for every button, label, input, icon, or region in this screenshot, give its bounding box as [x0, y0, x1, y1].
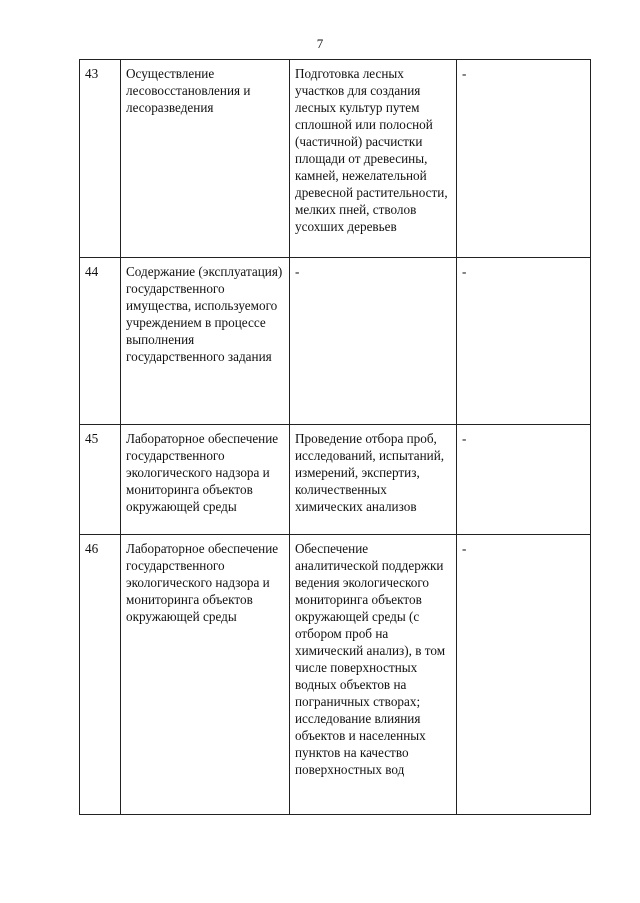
work-name-cell: Содержание (эксплуатация) государственного имущества, используемого учреждением в процессе выполнения государственного задания — [121, 258, 290, 425]
extra-cell: - — [457, 258, 591, 425]
work-content-cell: Подготовка лесных участков для создания лесных культур путем сплошной или полосной (частичной) расчистки площади от древесины, камней, нежелательной древесной растительности, мелких пней, стволов усохших деревьев — [290, 60, 457, 258]
work-name-cell: Лабораторное обеспечение государственного экологического надзора и мониторинга объектов окружающей среды — [121, 535, 290, 815]
work-content-cell: - — [290, 258, 457, 425]
extra-cell: - — [457, 425, 591, 535]
table-row — [80, 60, 591, 258]
extra-cell: - — [457, 535, 591, 815]
row-number-cell: 45 — [80, 425, 121, 535]
extra-cell: - — [457, 60, 591, 258]
table-row — [80, 258, 591, 425]
work-name-cell: Лабораторное обеспечение государственного экологического надзора и мониторинга объектов окружающей среды — [121, 425, 290, 535]
page-number: 7 — [316, 36, 324, 51]
table-row — [80, 425, 591, 535]
work-content-cell: Обеспечение аналитической поддержки ведения экологического мониторинга объектов окружающей среды (с отбором проб на химический анализ), в том числе поверхностных водных объектов на пограничных створах; исследование влияния объектов и населенных пунктов на качество поверхностных вод — [290, 535, 457, 815]
table-row — [80, 535, 591, 815]
row-number-cell: 43 — [80, 60, 121, 258]
work-content-cell: Проведение отбора проб, исследований, испытаний, измерений, экспертиз, количественных химических анализов — [290, 425, 457, 535]
row-number-cell: 46 — [80, 535, 121, 815]
work-name-cell: Осуществление лесовосстановления и лесоразведения — [121, 60, 290, 258]
row-number-cell: 44 — [80, 258, 121, 425]
services-table — [79, 59, 591, 815]
